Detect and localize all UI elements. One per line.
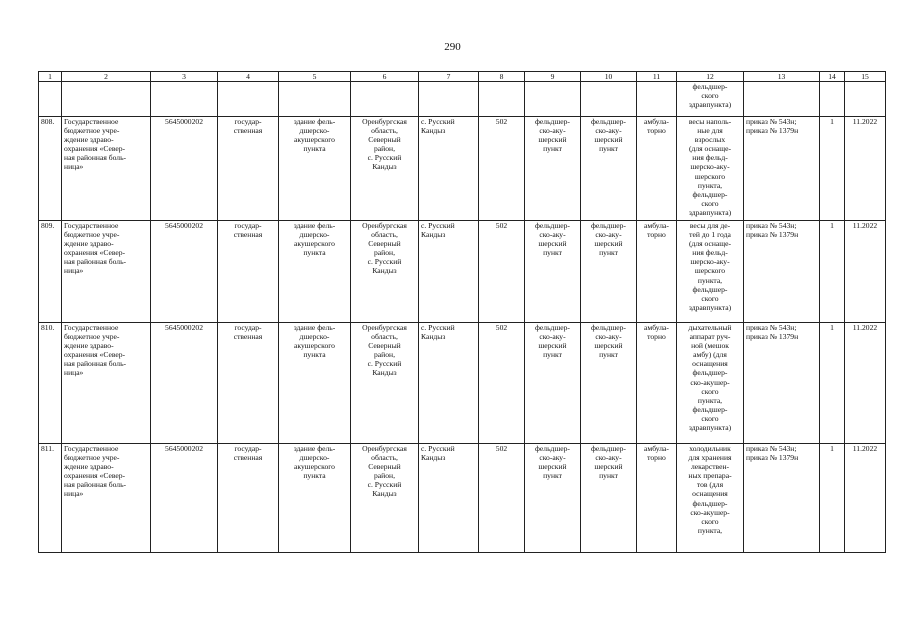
care-type-cell: амбула- торно bbox=[637, 323, 677, 444]
order-cell: приказ № 543н; приказ № 1379н bbox=[744, 221, 820, 323]
column-header: 3 bbox=[151, 72, 218, 82]
settlement-cell: с. Русский Кандыз bbox=[419, 221, 479, 323]
quantity-cell: 1 bbox=[820, 323, 845, 444]
column-header: 8 bbox=[479, 72, 525, 82]
equipment-cell: весы для де- тей до 1 года (для оснаще- ния фельд- шерско-аку- шерского пункта, фельдшер- ского здравпункта) bbox=[677, 221, 744, 323]
row-number-cell: 811. bbox=[39, 444, 62, 553]
address-cell: Оренбургская область, Северный район, с. Русский Кандыз bbox=[351, 323, 419, 444]
table-row bbox=[39, 444, 886, 553]
column-header: 9 bbox=[525, 72, 581, 82]
address-cell: Оренбургская область, Северный район, с. Русский Кандыз bbox=[351, 117, 419, 221]
table-row bbox=[39, 117, 886, 221]
code-cell: 5645000202 bbox=[151, 444, 218, 553]
quantity-cell: 1 bbox=[820, 444, 845, 553]
equipment-cell: весы наполь- ные для взрослых (для оснаще- ния фельд- шерско-аку- шерского пункта, фельдшер- ского здравпункта) bbox=[677, 117, 744, 221]
column-header: 2 bbox=[62, 72, 151, 82]
register-table bbox=[38, 71, 886, 553]
settlement-cell: с. Русский Кандыз bbox=[419, 323, 479, 444]
building-cell: здание фель- дшерско- акушерского пункта bbox=[279, 117, 351, 221]
column-header: 4 bbox=[218, 72, 279, 82]
column-header: 14 bbox=[820, 72, 845, 82]
building-cell: здание фель- дшерско- акушерского пункта bbox=[279, 323, 351, 444]
settlement-cell: с. Русский Кандыз bbox=[419, 117, 479, 221]
table-row bbox=[39, 323, 886, 444]
care-type-cell: амбула- торно bbox=[637, 221, 677, 323]
unit-cell: фельдшер- ско-аку- шерский пункт bbox=[525, 221, 581, 323]
table-row bbox=[39, 221, 886, 323]
ownership-cell: государ- ственная bbox=[218, 323, 279, 444]
column-number-row bbox=[39, 72, 886, 82]
unit-cell: фельдшер- ско-аку- шерский пункт bbox=[581, 323, 637, 444]
organization-cell: Государственное бюджетное учре- ждение здраво- охранения «Север- ная районная боль- ница» bbox=[62, 444, 151, 553]
equipment-cell: дыхательный аппарат руч- ной (мешок амбу) (для оснащения фельдшер- ско-акушер- ского пункта, фельдшер- ского здравпункта) bbox=[677, 323, 744, 444]
row-number-cell: 808. bbox=[39, 117, 62, 221]
date-cell: 11.2022 bbox=[845, 117, 886, 221]
unit-cell: фельдшер- ско-аку- шерский пункт bbox=[525, 117, 581, 221]
unit-cell: фельдшер- ско-аку- шерский пункт bbox=[525, 323, 581, 444]
date-cell: 11.2022 bbox=[845, 221, 886, 323]
column-header: 5 bbox=[279, 72, 351, 82]
building-cell: здание фель- дшерско- акушерского пункта bbox=[279, 221, 351, 323]
column-header: 1 bbox=[39, 72, 62, 82]
date-cell: 11.2022 bbox=[845, 444, 886, 553]
date-cell: 11.2022 bbox=[845, 323, 886, 444]
column-header: 13 bbox=[744, 72, 820, 82]
column-header: 11 bbox=[637, 72, 677, 82]
organization-cell: Государственное бюджетное учре- ждение здраво- охранения «Север- ная районная боль- ница» bbox=[62, 323, 151, 444]
column-header: 15 bbox=[845, 72, 886, 82]
order-cell: приказ № 543н; приказ № 1379н bbox=[744, 323, 820, 444]
continuation-row bbox=[39, 82, 886, 117]
care-type-cell: амбула- торно bbox=[637, 117, 677, 221]
equipment-cell: фельдшер- ского здравпункта) bbox=[677, 82, 744, 117]
building-cell: здание фель- дшерско- акушерского пункта bbox=[279, 444, 351, 553]
order-cell: приказ № 543н; приказ № 1379н bbox=[744, 117, 820, 221]
count-cell: 502 bbox=[479, 117, 525, 221]
unit-cell: фельдшер- ско-аку- шерский пункт bbox=[581, 444, 637, 553]
count-cell: 502 bbox=[479, 221, 525, 323]
unit-cell: фельдшер- ско-аку- шерский пункт bbox=[525, 444, 581, 553]
column-header: 7 bbox=[419, 72, 479, 82]
row-number-cell: 810. bbox=[39, 323, 62, 444]
unit-cell: фельдшер- ско-аку- шерский пункт bbox=[581, 117, 637, 221]
settlement-cell: с. Русский Кандыз bbox=[419, 444, 479, 553]
ownership-cell: государ- ственная bbox=[218, 117, 279, 221]
code-cell: 5645000202 bbox=[151, 117, 218, 221]
page-number: 290 bbox=[444, 41, 461, 53]
care-type-cell: амбула- торно bbox=[637, 444, 677, 553]
address-cell: Оренбургская область, Северный район, с. Русский Кандыз bbox=[351, 444, 419, 553]
column-header: 10 bbox=[581, 72, 637, 82]
organization-cell: Государственное бюджетное учре- ждение здраво- охранения «Север- ная районная боль- ница» bbox=[62, 117, 151, 221]
organization-cell: Государственное бюджетное учре- ждение здраво- охранения «Север- ная районная боль- ница» bbox=[62, 221, 151, 323]
order-cell: приказ № 543н; приказ № 1379н bbox=[744, 444, 820, 553]
count-cell: 502 bbox=[479, 444, 525, 553]
quantity-cell: 1 bbox=[820, 221, 845, 323]
equipment-cell: холодильник для хранения лекарствен- ных препара- тов (для оснащения фельдшер- ско-акушер- ского пункта, bbox=[677, 444, 744, 553]
row-number-cell: 809. bbox=[39, 221, 62, 323]
code-cell: 5645000202 bbox=[151, 323, 218, 444]
column-header: 12 bbox=[677, 72, 744, 82]
unit-cell: фельдшер- ско-аку- шерский пункт bbox=[581, 221, 637, 323]
count-cell: 502 bbox=[479, 323, 525, 444]
quantity-cell: 1 bbox=[820, 117, 845, 221]
column-header: 6 bbox=[351, 72, 419, 82]
ownership-cell: государ- ственная bbox=[218, 444, 279, 553]
address-cell: Оренбургская область, Северный район, с. Русский Кандыз bbox=[351, 221, 419, 323]
code-cell: 5645000202 bbox=[151, 221, 218, 323]
ownership-cell: государ- ственная bbox=[218, 221, 279, 323]
